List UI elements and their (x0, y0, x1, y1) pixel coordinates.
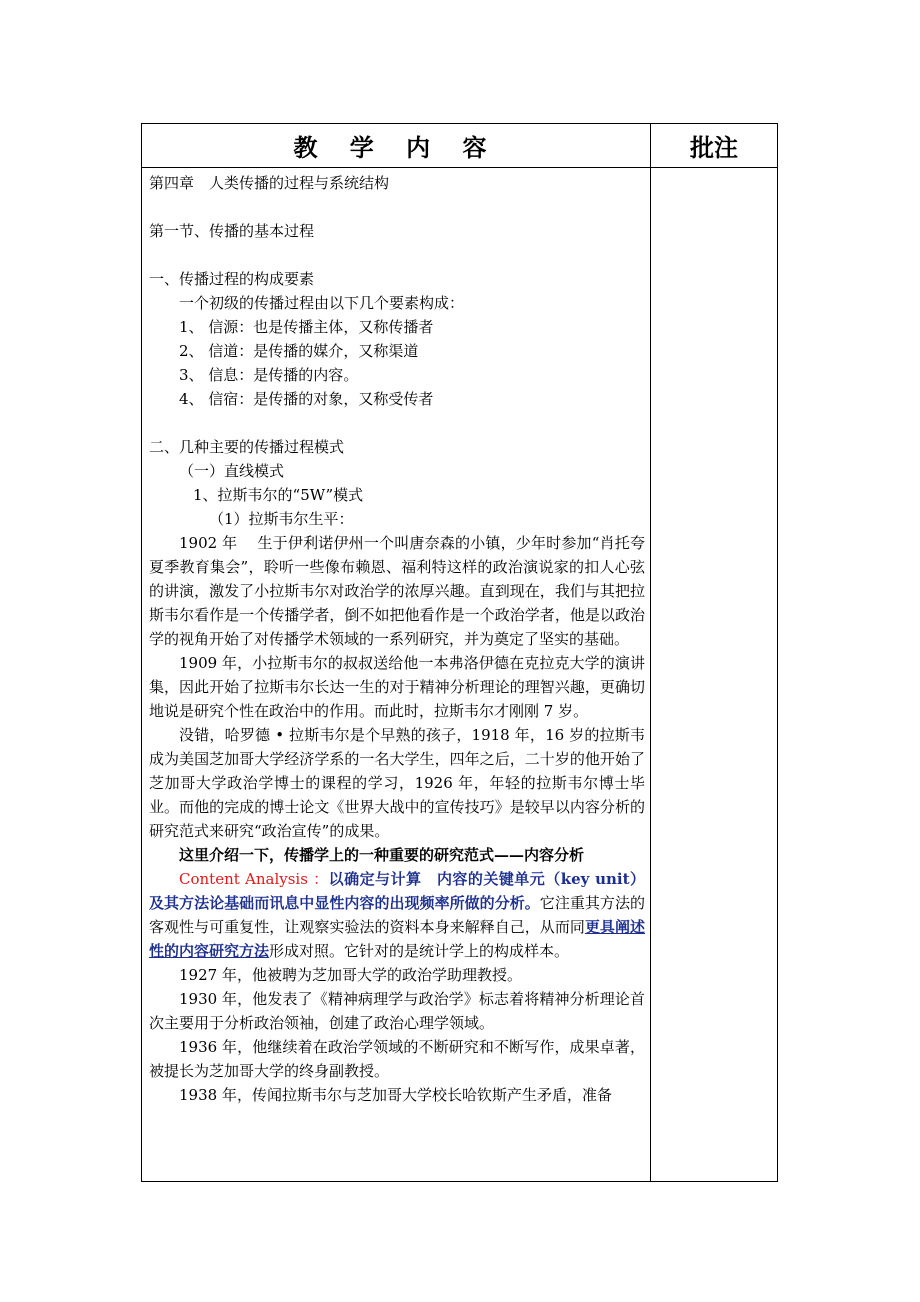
section-title: 第一节、传播的基本过程 (149, 222, 315, 240)
content-analysis-definition: 以确定与计算 内容的关键单元（key unit）及其方法论基础而讯息中显性内容的出现频率所做的分析。 (149, 870, 645, 912)
lesson-table (141, 123, 778, 1182)
content-analysis-text-end: 形成对照。它针对的是统计学上的构成样本。 (269, 942, 570, 960)
paragraph-1909: 1909 年，小拉斯韦尔的叔叔送给他一本弗洛伊德在克拉克大学的演讲集，因此开始了拉斯韦尔长达一生的对于精神分析理论的理智兴趣，更确切地说是研究个性在政治中的作用。而此时，拉斯韦尔才刚刚 7 岁。 (149, 654, 645, 720)
content-analysis-term: Content Analysis ： (179, 870, 329, 888)
heading-models: 二、几种主要的传播过程模式 (149, 438, 345, 456)
list-item: 3、 信息：是传播的内容。 (179, 366, 359, 384)
paragraph-1927: 1927 年，他被聘为芝加哥大学的政治学助理教授。 (179, 966, 522, 984)
header-annotations: 批注 (690, 134, 738, 162)
elements-intro: 一个初级的传播过程由以下几个要素构成： (179, 294, 465, 312)
header-divider (142, 167, 777, 168)
paragraph-content-analysis-intro: 这里介绍一下，传播学上的一种重要的研究范式——内容分析 (179, 846, 585, 864)
teaching-content-body (149, 171, 645, 1107)
interpretive-methods-link[interactable]: 更具阐述性的内容研究方法 (149, 918, 645, 960)
paragraph-prodigy: 没错，哈罗德 • 拉斯韦尔是个早熟的孩子，1918 年，16 岁的拉斯韦成为美国芝加哥大学经济学系的一名大学生，四年之后，二十岁的他开始了芝加哥大学政治学博士的课程的学习，1926 年，年轻的拉斯韦尔博士毕业。而他的完成的博士论文《世界大战中的宣传技巧》是较早以内容分析的研究范式来研究“政治宣传”的成果。 (149, 726, 645, 840)
content-analysis-text: 它注重其方法的客观性与可重复性，让观察实验法的资料本身来解释自己，从而同 (149, 894, 645, 936)
paragraph-1930: 1930 年，他发表了《精神病理学与政治学》标志着将精神分析理论首次主要用于分析政治领袖，创建了政治心理学领域。 (149, 990, 645, 1032)
column-divider (650, 124, 651, 1181)
list-item: 4、 信宿：是传播的对象，又称受传者 (179, 390, 434, 408)
header-teaching-content: 教 学 内 容 (293, 134, 499, 162)
subheading-5w: 1、拉斯韦尔的“5W”模式 (193, 486, 364, 504)
list-item: 2、 信道：是传播的媒介，又称渠道 (179, 342, 419, 360)
paragraph-content-analysis-definition (149, 867, 645, 963)
paragraph-1938: 1938 年，传闻拉斯韦尔与芝加哥大学校长哈钦斯产生矛盾，准备 (179, 1086, 612, 1104)
list-item: 1、 信源：也是传播主体，又称传播者 (179, 318, 434, 336)
subheading-biography: （1）拉斯韦尔生平： (209, 510, 354, 528)
paragraph-1902: 1902 年 生于伊利诺伊州一个叫唐奈森的小镇，少年时参加“肖托夸夏季教育集会”，聆听一些像布赖恩、福利特这样的政治演说家的扣人心弦的讲演，激发了小拉斯韦尔对政治学的浓厚兴趣。直到现在，我们与其把拉斯韦尔看作是一个传播学者，倒不如把他看作是一个政治学者，他是以政治学的视角开始了对传播学术领域的一系列研究，并为奠定了坚实的基础。 (149, 534, 645, 648)
heading-elements: 一、传播过程的构成要素 (149, 270, 315, 288)
subheading-linear: （一）直线模式 (179, 462, 285, 480)
chapter-title: 第四章 人类传播的过程与系统结构 (149, 174, 390, 192)
paragraph-1936: 1936 年，他继续着在政治学领域的不断研究和不断写作，成果卓著，被提长为芝加哥大学的终身副教授。 (149, 1038, 645, 1080)
